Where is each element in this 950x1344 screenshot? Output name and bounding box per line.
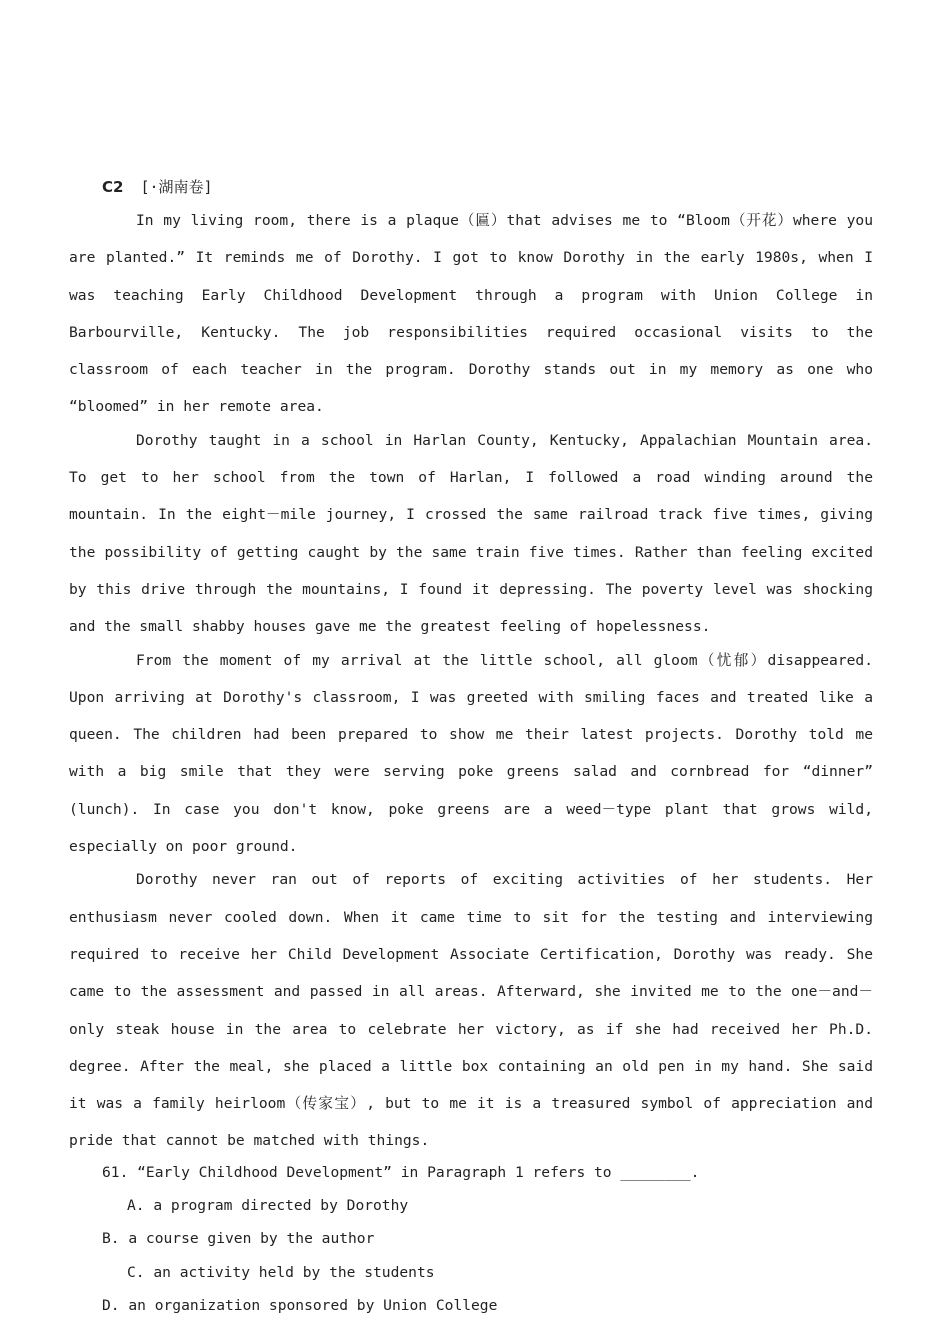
option-b: B. a course given by the author [102, 1230, 375, 1248]
option-d: D. an organization sponsored by Union College [102, 1296, 498, 1314]
paragraph-3: From the moment of my arrival at the little school, all gloom（忧郁）disappeared. Upon arriving at Dorothy's classroom, I was greeted with smiling faces and treated like a queen. The children had been prepared to show me their latest projects. Dorothy told me with a big smile that they were serving poke greens salad and cornbread for “dinner” (lunch). In case you don't know, poke greens are a weed－type plant that grows wild, especially on poor ground. [69, 651, 873, 856]
paragraph-2: Dorothy taught in a school in Harlan County, Kentucky, Appalachian Mountain area. To get to her school from the town of Harlan, I followed a road winding around the mountain. In the eight－mile journey, I crossed the same railroad track five times, giving the possibility of getting caught by the same train five times. Rather than feeling excited by this drive through the mountains, I found it depressing. The poverty level was shocking and the small shabby houses gave me the greatest feeling of hopelessness. [69, 431, 873, 636]
paragraph-1: In my living room, there is a plaque（匾）that advises me to “Bloom（开花）where you are planted.” It reminds me of Dorothy. I got to know Dorothy in the early 1980s, when I was teaching Early Childhood Development through a program with Union College in Barbourville, Kentucky. The job responsibilities required occasional visits to the classroom of each teacher in the program. Dorothy stands out in my memory as one who “bloomed” in her remote area. [69, 212, 873, 416]
section-header [102, 172, 873, 202]
section-source: [·湖南卷] [140, 178, 213, 196]
section-code: C2 [102, 178, 124, 196]
option-a: A. a program directed by Dorothy [127, 1197, 409, 1215]
question-stem: 61. “Early Childhood Development” in Paragraph 1 refers to ________. [102, 1163, 700, 1181]
option-c: C. an activity held by the students [127, 1263, 435, 1281]
document-page [69, 172, 873, 1322]
question-61 [69, 1156, 873, 1322]
paragraph-4: Dorothy never ran out of reports of exciting activities of her students. Her enthusiasm never cooled down. When it came time to sit for the testing and interviewing required to receive her Child Development Associate Certification, Dorothy was ready. She came to the assessment and passed in all areas. Afterward, she invited me to the one－and－only steak house in the area to celebrate her victory, as if she had received her Ph.D. degree. After the meal, she placed a little box containing an old pen in my hand. She said it was a family heirloom（传家宝）, but to me it is a treasured symbol of appreciation and pride that cannot be matched with things. [69, 871, 873, 1150]
